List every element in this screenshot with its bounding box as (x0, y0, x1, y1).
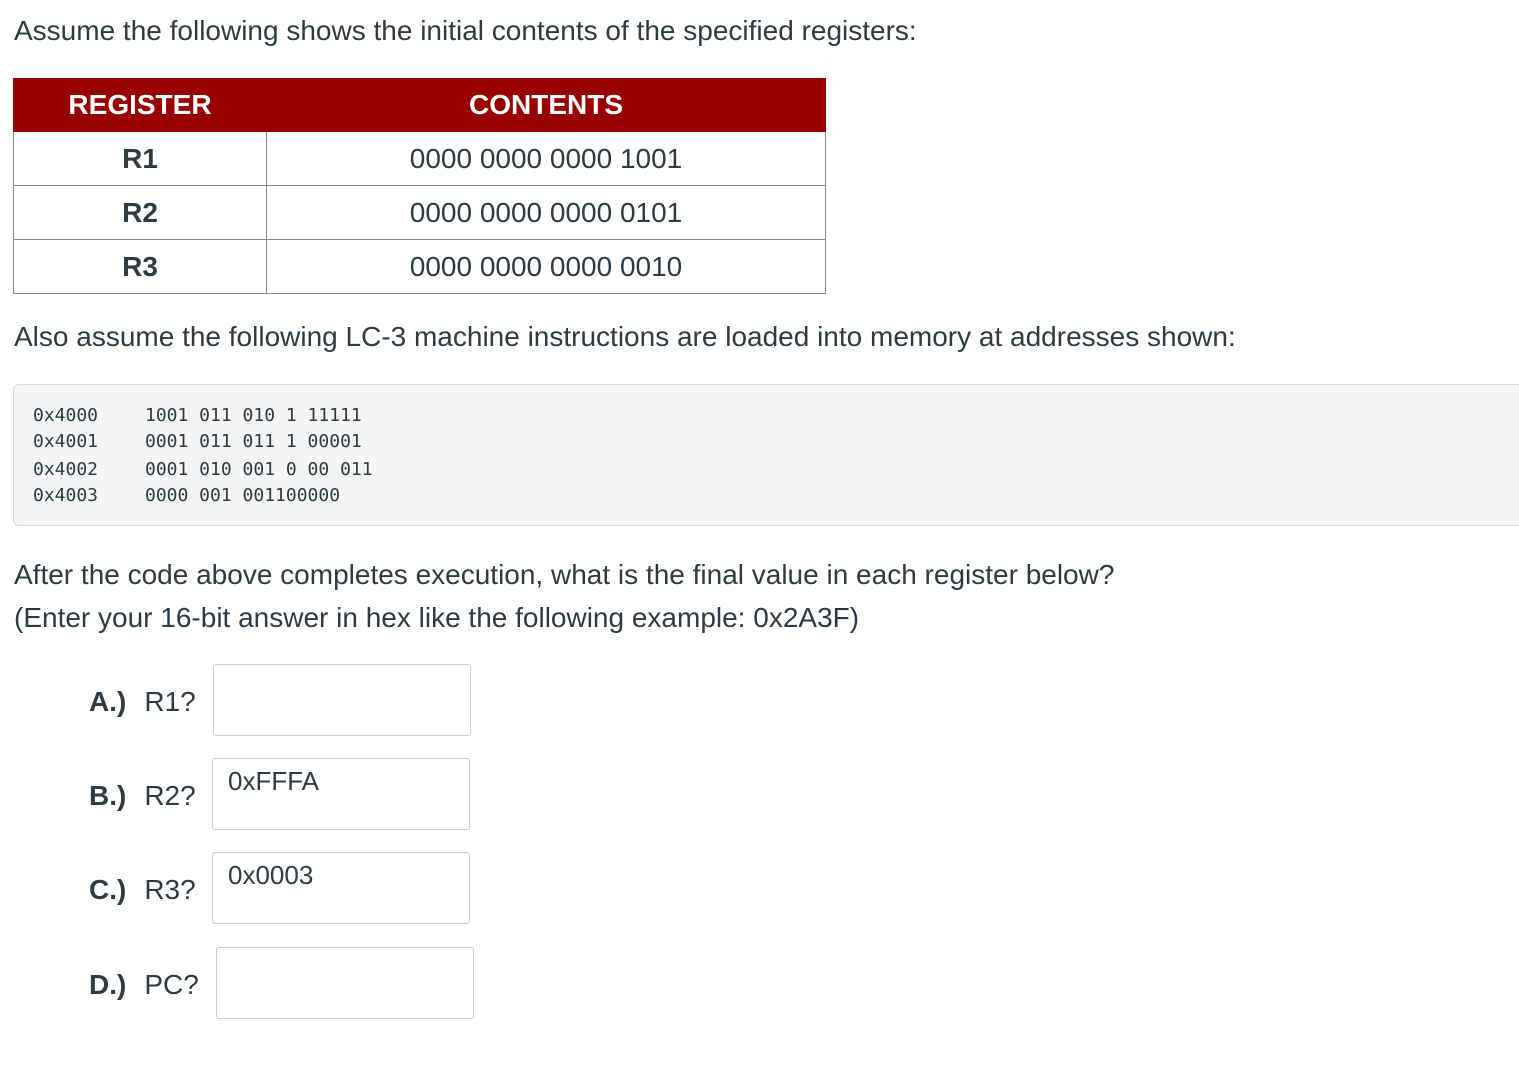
register-contents: 0000 0000 0000 0010 (267, 240, 826, 294)
answer-prompt: PC? (144, 969, 199, 1000)
table-row (14, 240, 826, 294)
answer-letter: B.) (89, 780, 127, 811)
register-name: R1 (14, 132, 267, 186)
memory-address: 0x4002 (33, 459, 99, 480)
code-line (33, 403, 362, 429)
register-header: REGISTER (14, 79, 267, 132)
answer-prompt: R2? (144, 780, 196, 811)
pc-answer-input[interactable] (216, 947, 474, 1019)
machine-instruction: 0000 001 001100000 (145, 485, 341, 506)
machine-instruction: 1001 011 010 1 11111 (145, 405, 362, 426)
register-name: R3 (14, 240, 267, 294)
memory-intro-text: Also assume the following LC-3 machine instructions are loaded into memory at addresses shown: (14, 321, 1236, 352)
machine-instruction: 0001 011 011 1 00001 (145, 431, 362, 452)
answer-prompt: R1? (144, 686, 196, 717)
r2-answer-input[interactable] (212, 758, 470, 830)
memory-address: 0x4003 (33, 485, 99, 506)
answer-label (89, 969, 199, 1001)
answer-label (89, 686, 196, 718)
code-line (33, 429, 362, 455)
table-row (14, 186, 826, 240)
question-text (14, 553, 1114, 639)
answer-label (89, 780, 196, 812)
code-block (13, 384, 1519, 526)
answer-letter: C.) (89, 874, 127, 905)
table-header-row (14, 79, 826, 132)
answer-label (89, 874, 196, 906)
register-contents: 0000 0000 0000 0101 (267, 186, 826, 240)
code-line (33, 483, 340, 509)
question-line: After the code above completes execution, what is the final value in each register below? (14, 559, 1115, 590)
register-name: R2 (14, 186, 267, 240)
r3-answer-input[interactable] (212, 852, 470, 924)
memory-address: 0x4000 (33, 405, 99, 426)
memory-address: 0x4001 (33, 431, 99, 452)
intro-text: Assume the following shows the initial contents of the specified registers: (14, 15, 917, 46)
table-row (14, 132, 826, 186)
answer-letter: D.) (89, 969, 127, 1000)
register-contents: 0000 0000 0000 1001 (267, 132, 826, 186)
register-table (13, 78, 826, 294)
code-line (33, 457, 373, 483)
machine-instruction: 0001 010 001 0 00 011 (145, 459, 373, 480)
answer-letter: A.) (89, 686, 127, 717)
r1-answer-input[interactable] (213, 664, 471, 736)
contents-header: CONTENTS (267, 79, 826, 132)
hint-line: (Enter your 16-bit answer in hex like the following example: 0x2A3F) (14, 602, 860, 633)
answer-prompt: R3? (144, 874, 196, 905)
